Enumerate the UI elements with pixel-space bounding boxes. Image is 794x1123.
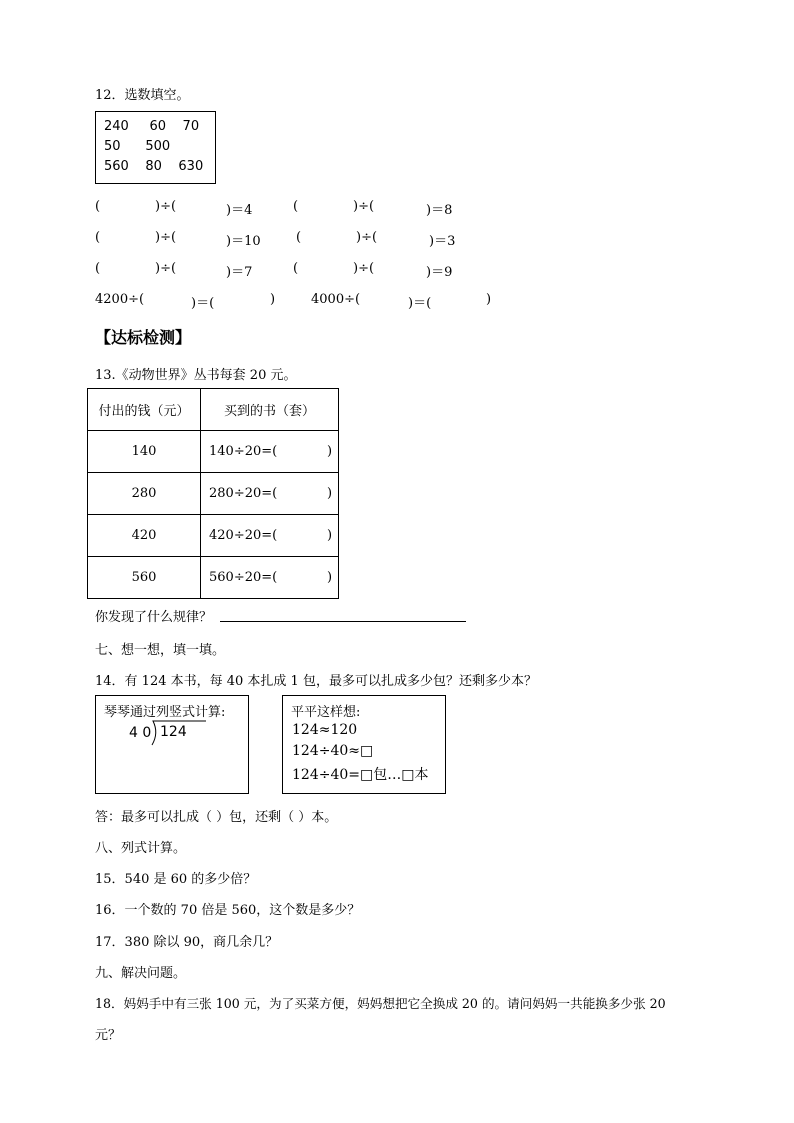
right-div: )÷( <box>353 199 375 214</box>
books-cell <box>201 557 339 599</box>
expr-b-mid: )＝( <box>408 296 432 311</box>
number-row-1: 240 60 70 <box>104 119 200 134</box>
divisor: 4 0 <box>129 725 152 741</box>
books-expr: 420÷20=( <box>209 528 278 543</box>
q18-line-2: 元？ <box>95 1028 122 1043</box>
right-result: )＝8 <box>426 203 453 218</box>
expr-b-start: 4000÷( <box>311 292 361 307</box>
left-div: )÷( <box>155 261 177 276</box>
books-expr: 560÷20=( <box>209 570 278 585</box>
pingping-line-2: 124÷40≈□ <box>292 743 374 759</box>
header-paid: 付出的钱（元） <box>88 389 201 431</box>
header-books: 买到的书（套） <box>201 389 339 431</box>
books-expr: 140÷20=( <box>209 444 278 459</box>
q13-title: 13.《动物世界》丛书每套 20 元。 <box>95 368 297 383</box>
expr-a-start: 4200÷( <box>95 292 145 307</box>
left-result: )＝7 <box>226 265 253 280</box>
paid-cell: 140 <box>88 431 201 473</box>
right-div: )÷( <box>353 261 375 276</box>
pingping-line-3: 124÷40=□包…□本 <box>292 767 429 783</box>
q14-answer: 答：最多可以扎成（ ）包，还剩（ ）本。 <box>95 810 338 825</box>
table-header-row <box>88 389 339 431</box>
paid-cell: 560 <box>88 557 201 599</box>
left-open: ( <box>95 261 101 276</box>
expr-a-mid: )＝( <box>191 296 215 311</box>
q12-title: 12．选数填空。 <box>95 88 190 103</box>
section-7-title: 七、想一想，填一填。 <box>95 643 226 658</box>
table-row <box>88 473 339 515</box>
q16: 16．一个数的 70 倍是 560，这个数是多少？ <box>95 903 361 918</box>
pingping-box-title: 平平这样想: <box>291 705 361 720</box>
fill-row-3 <box>95 261 495 280</box>
paid-cell: 420 <box>88 515 201 557</box>
section-8-title: 八、列式计算。 <box>95 841 187 856</box>
books-close: ) <box>327 444 333 459</box>
q14-title: 14．有 124 本书，每 40 本扎成 1 包，最多可以扎成多少包？还剩多少本？ <box>95 674 537 689</box>
number-row-2: 50 500 <box>104 139 171 154</box>
price-table <box>87 388 339 599</box>
left-open: ( <box>95 199 101 214</box>
left-div: )÷( <box>155 230 177 245</box>
pingping-line-1: 124≈120 <box>292 722 358 738</box>
right-open: ( <box>293 261 299 276</box>
right-result: )＝9 <box>426 265 453 280</box>
number-row-3: 560 80 630 <box>104 159 204 174</box>
number-choice-box <box>95 111 216 184</box>
section-heading: 【达标检测】 <box>95 328 192 347</box>
q17: 17．380 除以 90，商几余几？ <box>95 935 279 950</box>
q18-line-1: 18．妈妈手中有三张 100 元，为了买菜方便，妈妈想把它全换成 20 的。请问妈妈一共能换多少张 20 <box>95 996 666 1011</box>
right-div: )÷( <box>356 230 378 245</box>
section-9-title: 九、解决问题。 <box>95 966 187 981</box>
qinqin-box <box>95 695 249 794</box>
fill-row-1 <box>95 199 495 218</box>
left-div: )÷( <box>155 199 177 214</box>
fill-row-4 <box>95 292 495 311</box>
pingping-box <box>282 695 446 794</box>
left-open: ( <box>95 230 101 245</box>
table-row <box>88 515 339 557</box>
books-close: ) <box>327 528 333 543</box>
table-row <box>88 557 339 599</box>
fill-row-2 <box>95 230 495 249</box>
right-open: ( <box>293 199 299 214</box>
books-close: ) <box>327 570 333 585</box>
qinqin-box-title: 琴琴通过列竖式计算: <box>104 705 226 720</box>
pattern-question: 你发现了什么规律？ <box>95 610 213 625</box>
books-close: ) <box>327 486 333 501</box>
right-open: ( <box>296 230 302 245</box>
expr-a-end: ) <box>270 292 276 307</box>
expr-b-end: ) <box>486 292 492 307</box>
books-cell <box>201 515 339 557</box>
q15: 15．540 是 60 的多少倍？ <box>95 872 257 887</box>
left-result: )＝10 <box>226 234 261 249</box>
left-result: )＝4 <box>226 203 253 218</box>
books-expr: 280÷20=( <box>209 486 278 501</box>
right-result: )＝3 <box>429 234 456 249</box>
answer-line[interactable] <box>220 621 466 622</box>
books-cell <box>201 473 339 515</box>
dividend: 124 <box>160 724 187 740</box>
paid-cell: 280 <box>88 473 201 515</box>
books-cell <box>201 431 339 473</box>
table-row <box>88 431 339 473</box>
